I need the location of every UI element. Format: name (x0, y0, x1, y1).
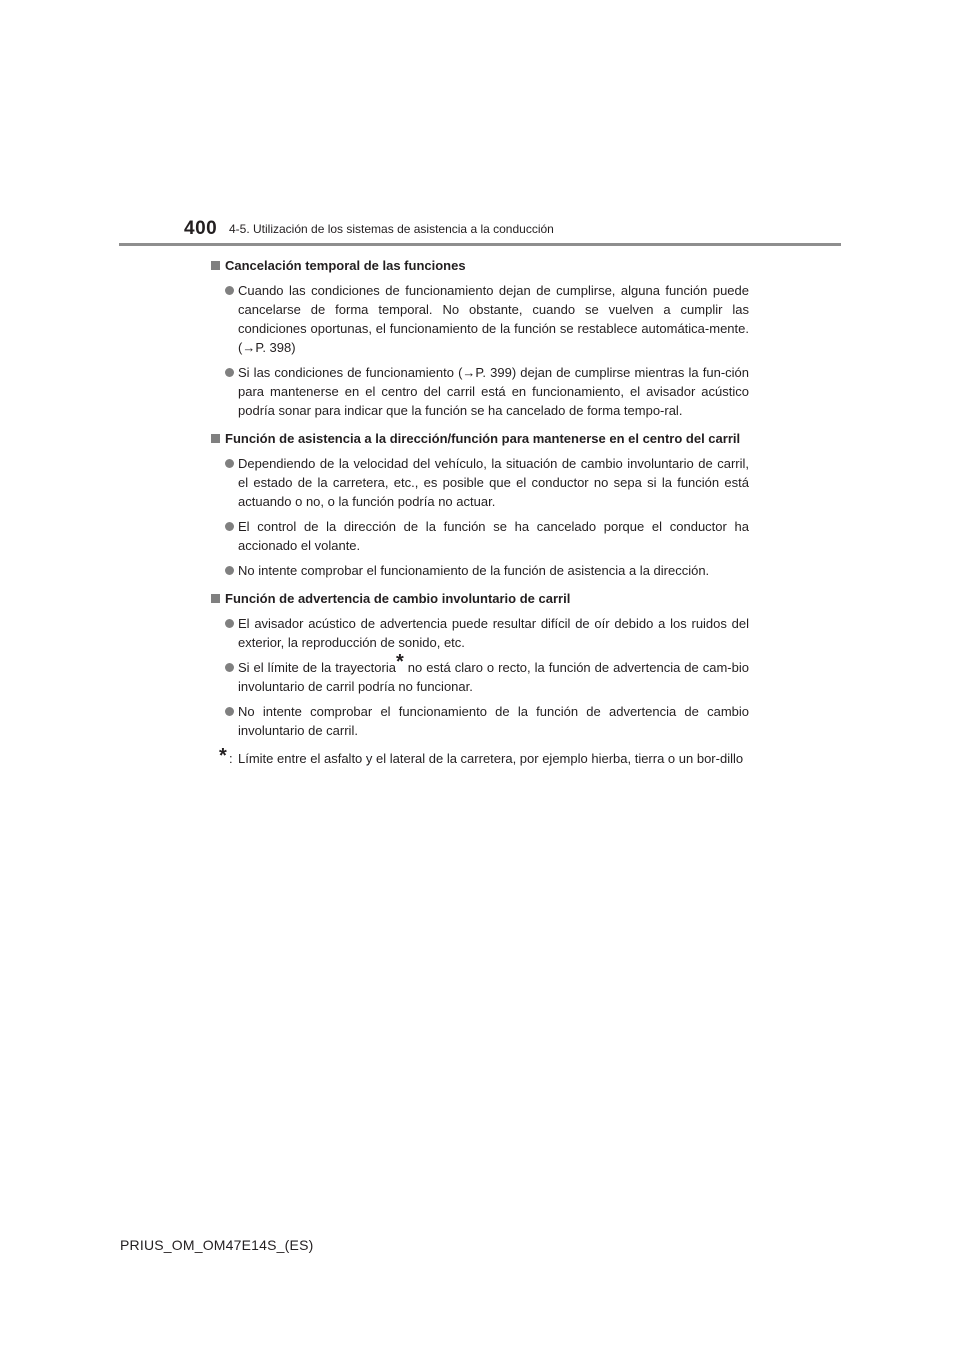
page-content (211, 256, 749, 768)
round-bullet-icon (225, 619, 234, 628)
list-item-text: No intente comprobar el funcionamiento de la función de advertencia de cambio involuntario de carril. (238, 704, 749, 738)
list-item (211, 614, 749, 652)
list-item-text: No intente comprobar el funcionamiento de la función de asistencia a la dirección. (238, 563, 710, 578)
round-bullet-icon (225, 566, 234, 575)
list-item-text: Cuando las condiciones de funcionamiento dejan de cumplirse, alguna función puede cancelarse de forma temporal. No obstante, cuando se vuelven a cumplir las condiciones oportunas, el funcionamiento de la función se restablece automática-mente. (→P. 398) (238, 283, 749, 355)
section-heading-text: Función de asistencia a la dirección/función para mantenerse en el centro del carril (225, 431, 741, 446)
list-item-text-before: Si el límite de la trayectoria (238, 660, 396, 675)
round-bullet-icon (225, 459, 234, 468)
square-bullet-icon (211, 261, 220, 270)
footnote (211, 745, 749, 768)
section-lane-departure-warning (211, 589, 749, 740)
section-temporary-cancel (211, 256, 749, 420)
chapter-title: 4-5. Utilización de los sistemas de asistencia a la conducción (229, 222, 554, 236)
round-bullet-icon (225, 707, 234, 716)
round-bullet-icon (225, 663, 234, 672)
square-bullet-icon (211, 434, 220, 443)
square-bullet-icon (211, 594, 220, 603)
section-heading-text: Cancelación temporal de las funciones (225, 258, 466, 273)
round-bullet-icon (225, 286, 234, 295)
list-item (211, 702, 749, 740)
round-bullet-icon (225, 368, 234, 377)
list-item-text: Dependiendo de la velocidad del vehículo, la situación de cambio involuntario de carril, el estado de la carretera, etc., es posible que el conductor no sepa si la función está actuando o no, o la función podría no actuar. (238, 456, 749, 509)
list-item-text: El control de la dirección de la función se ha cancelado porque el conductor ha accionado el volante. (238, 519, 749, 553)
section-heading (211, 256, 749, 275)
page-number: 400 (184, 218, 218, 239)
list-item (211, 517, 749, 555)
footnote-colon: : (229, 751, 233, 766)
header-rule (119, 243, 841, 246)
footnote-star: * (219, 745, 227, 767)
section-heading (211, 429, 749, 448)
list-item (211, 651, 749, 696)
list-item (211, 281, 749, 357)
list-item (211, 454, 749, 511)
footnote-marker: * (395, 651, 404, 673)
section-heading-text: Función de advertencia de cambio involuntario de carril (225, 591, 571, 606)
section-steering-assist (211, 429, 749, 580)
round-bullet-icon (225, 522, 234, 531)
footnote-text: Límite entre el asfalto y el lateral de la carretera, por ejemplo hierba, tierra o un bor-dillo (238, 751, 744, 766)
list-item-text-after: no está claro o recto, la función de advertencia de cam-bio involuntario de carril podría no funcionar. (238, 660, 749, 694)
section-heading (211, 589, 749, 608)
list-item-text: Si las condiciones de funcionamiento (→P. 399) dejan de cumplirse mientras la fun-ción para mantenerse en el centro del carril está en funcionamiento, el avisador acústico podría sonar para indicar que la función se ha cancelado de forma tempo-ral. (238, 365, 749, 418)
document-code: PRIUS_OM_OM47E14S_(ES) (120, 1237, 314, 1253)
list-item (211, 561, 749, 580)
list-item (211, 363, 749, 420)
list-item-text: El avisador acústico de advertencia puede resultar difícil de oír debido a los ruidos del exterior, la reproducción de sonido, etc. (238, 616, 749, 650)
